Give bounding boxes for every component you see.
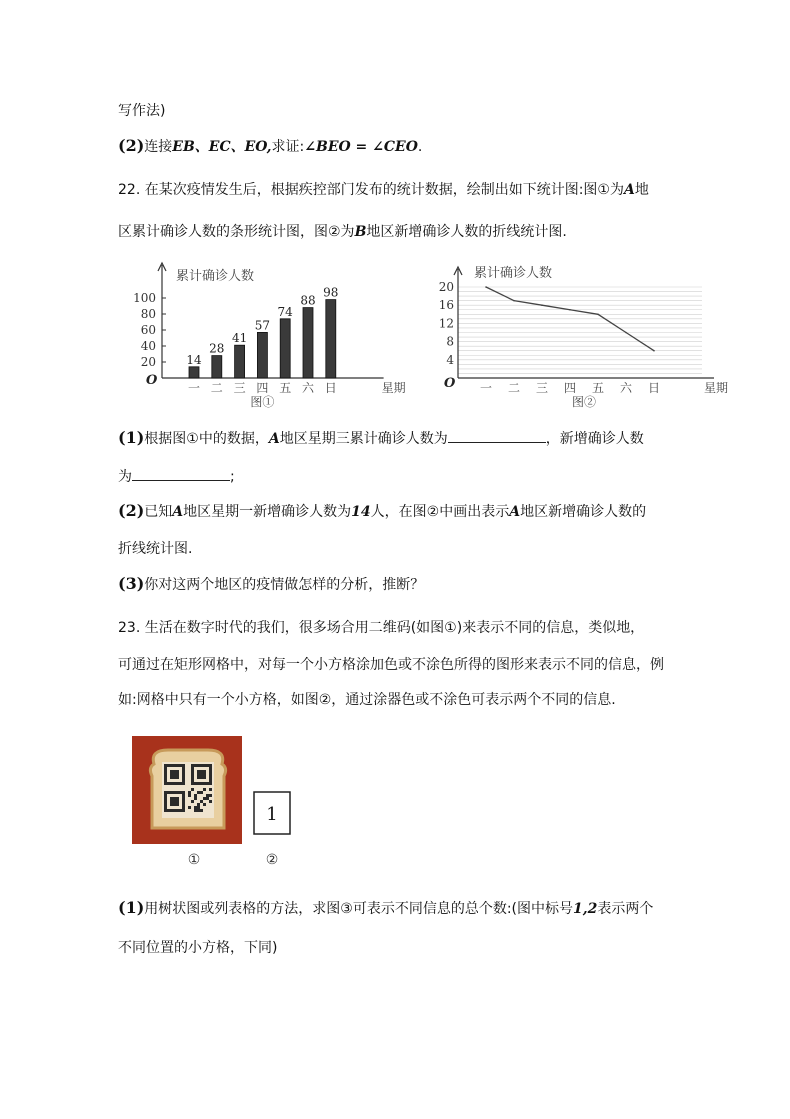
grid-square-label: 1	[266, 804, 278, 825]
bar	[303, 308, 313, 378]
x-tick-label: 六	[301, 381, 315, 395]
part-1-line-2: 为 ;	[118, 466, 235, 487]
bar	[326, 300, 336, 378]
question-22-line-2: 区累计确诊人数的条形统计图，图②为B地区新增确诊人数的折线统计图.	[118, 224, 567, 240]
answer-blank-2[interactable]	[132, 466, 230, 481]
question-23-line-1: 23. 生活在数字时代的我们，很多场合用二维码(如图①)来表示不同的信息，类似地，	[118, 620, 645, 636]
part-2-line-2: 折线统计图.	[118, 541, 193, 557]
qr-module	[194, 797, 197, 800]
x-tick-label: 五	[279, 381, 292, 395]
x-tick-label: 日	[324, 381, 337, 395]
x-tick-label: 六	[619, 381, 633, 395]
chart-title: 累计确诊人数	[176, 269, 255, 284]
part-3-line: (3)你对这两个地区的疫情做怎样的分析，推断？	[118, 574, 425, 593]
data-point	[513, 300, 515, 302]
origin-label: O	[146, 373, 158, 388]
bar	[257, 332, 267, 378]
bar-value-label: 74	[277, 304, 293, 319]
qr-module	[194, 806, 197, 809]
y-tick-label: 12	[438, 316, 454, 331]
qr-module	[209, 794, 212, 797]
text-line-1: 写作法)	[118, 103, 166, 119]
x-tick-label: 二	[507, 381, 521, 395]
y-tick-label: 20	[438, 280, 454, 294]
chart-title: 累计确诊人数	[474, 266, 553, 281]
qr-module	[209, 788, 212, 791]
qr-module	[188, 791, 191, 794]
data-point	[485, 286, 487, 288]
y-tick-label: 8	[446, 334, 454, 349]
chart-caption: 图②	[571, 395, 597, 409]
qr-module	[203, 803, 206, 806]
bar-value-label: 28	[209, 341, 225, 356]
bar	[280, 319, 290, 378]
y-tick-label: 16	[438, 298, 454, 313]
data-point	[597, 314, 599, 316]
x-axis-label: 星期	[704, 381, 729, 395]
y-tick-label: 60	[140, 323, 156, 337]
statistics-charts	[118, 255, 730, 413]
qr-module	[197, 806, 200, 809]
question-23-line-2: 可通过在矩形网格中，对每一个小方格涂加色或不涂色所得的图形来表示不同的信息，例	[118, 657, 664, 673]
x-tick-label: 二	[210, 381, 223, 395]
x-tick-label: 三	[535, 381, 549, 395]
x-tick-label: 一	[479, 381, 493, 395]
x-tick-label: 三	[233, 381, 246, 395]
y-tick-label: 40	[140, 339, 156, 353]
data-point	[653, 350, 655, 352]
question-23-part-1-line-1: (1)用树状图或列表格的方法，求图③可表示不同信息的总个数:(图中标号1,2表示两个	[118, 898, 654, 917]
bar-value-label: 88	[300, 293, 316, 308]
qr-module	[197, 791, 200, 794]
origin-label: O	[444, 376, 456, 391]
y-tick-label: 80	[140, 307, 156, 321]
qr-module	[194, 794, 197, 797]
figure-2-caption: ②	[265, 852, 279, 868]
qr-module	[191, 800, 194, 803]
qr-module	[197, 803, 200, 806]
figure-1-caption: ①	[187, 852, 201, 868]
qr-module	[206, 797, 209, 800]
x-tick-label: 日	[647, 381, 661, 395]
data-point	[541, 304, 543, 306]
y-tick-label: 100	[133, 291, 156, 305]
qr-module	[197, 809, 200, 812]
part-1-line-1: (1)根据图①中的数据，A地区星期三累计确诊人数为 ，新增确诊人数	[118, 428, 644, 447]
question-23-figures	[128, 728, 298, 874]
qr-finder-core	[170, 797, 179, 806]
x-tick-label: 四	[563, 381, 577, 395]
qr-module	[191, 788, 194, 791]
qr-module	[203, 788, 206, 791]
x-tick-label: 一	[187, 381, 201, 395]
part-2-line-1: (2)已知A地区星期一新增确诊人数为14人，在图②中画出表示A地区新增确诊人数的	[118, 501, 647, 520]
answer-blank-1[interactable]	[448, 428, 546, 443]
bar	[212, 356, 222, 378]
data-point	[625, 332, 627, 334]
chart-caption: 图①	[250, 395, 275, 409]
x-tick-label: 五	[591, 381, 605, 395]
qr-finder-core	[170, 770, 179, 779]
text-line-2: (2)连接EB、EC、EO,求证:∠BEO = ∠CEO.	[118, 136, 423, 155]
question-23-part-1-line-2: 不同位置的小方格，下同)	[118, 940, 278, 956]
question-23-line-3: 如:网格中只有一个小方格，如图②，通过涂器色或不涂色可表示两个不同的信息.	[118, 692, 616, 708]
bar-value-label: 14	[186, 352, 202, 367]
qr-module	[206, 794, 209, 797]
y-tick-label: 20	[140, 355, 156, 369]
question-22-line-1: 22. 在某次疫情发生后，根据疾控部门发布的统计数据，绘制出如下统计图:图①为A地	[118, 182, 649, 198]
qr-module	[200, 800, 203, 803]
qr-module	[200, 809, 203, 812]
bar-value-label: 41	[231, 331, 248, 346]
qr-module	[194, 809, 197, 812]
qr-finder-core	[197, 770, 206, 779]
bar	[189, 367, 199, 378]
bar-value-label: 98	[323, 285, 339, 300]
bar-value-label: 57	[254, 318, 271, 333]
bar	[235, 345, 245, 378]
qr-module	[209, 800, 212, 803]
qr-module	[188, 794, 191, 797]
data-point	[569, 309, 571, 311]
y-tick-label: 4	[446, 352, 454, 367]
qr-code-image	[132, 736, 242, 844]
x-tick-label: 四	[256, 381, 269, 395]
qr-module	[200, 791, 203, 794]
x-axis-label: 星期	[381, 381, 406, 395]
qr-module	[203, 797, 206, 800]
qr-module	[188, 806, 191, 809]
